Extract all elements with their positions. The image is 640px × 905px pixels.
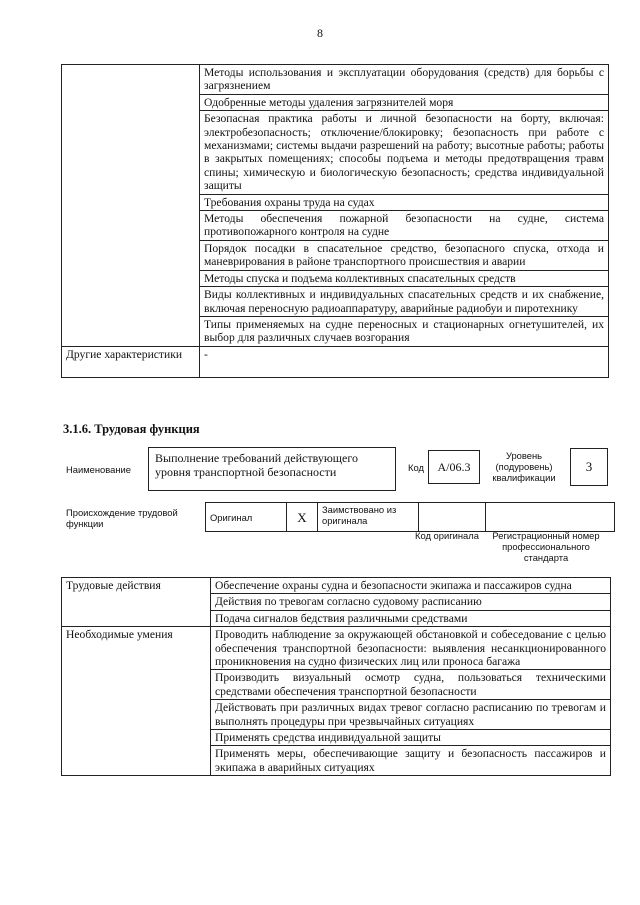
knowledge-item: Методы спуска и подъема коллективных спасательных средств — [200, 270, 609, 286]
knowledge-item: Требования охраны труда на судах — [200, 194, 609, 210]
origin-label: Происхождение трудовой функции — [66, 507, 178, 529]
knowledge-item: Безопасная практика работы и личной безопасности на борту, включая: электробезопасность; отключение/блокировку; безопасность при работе с механизмами; системы выдачи разрешений на работу; высотные работы; работы в закрытых помещениях; способы подъема и методы предотвращения травм спины; химическую и биологическую безопасность; средства индивидуальной защиты — [200, 111, 609, 194]
skill-item: Действовать при различных видах тревог согласно расписанию по тревогам и выполнять процедуры при чрезвычайных ситуациях — [211, 700, 611, 730]
knowledge-left-cell — [62, 65, 200, 347]
reg-number-caption: Регистрационный номер профессионального стандарта — [492, 530, 600, 563]
original-mark: X — [287, 503, 318, 532]
other-characteristics-label: Другие характеристики — [62, 346, 200, 377]
knowledge-item: Виды коллективных и индивидуальных спасательных средств и их снабжение, включая переносную радиоаппаратуру, аварийные радиобуи и пиротехнику — [200, 287, 609, 317]
code-original-cell — [419, 503, 486, 532]
code-label: Код — [408, 462, 424, 473]
skill-item: Применять меры, обеспечивающие защиту и безопасность пассажиров и экипажа в аварийных ситуациях — [211, 746, 611, 776]
section-title: 3.1.6. Трудовая функция — [63, 422, 200, 436]
skill-item: Производить визуальный осмотр судна, пользоваться техническими средствами обеспечения транспортной безопасности — [211, 670, 611, 700]
reg-number-cell — [486, 503, 615, 532]
labor-action-item: Действия по тревогам согласно судовому расписанию — [211, 594, 611, 610]
qualification-level: 3 — [570, 448, 608, 486]
page-number: 8 — [317, 26, 323, 40]
knowledge-item: Типы применяемых на судне переносных и стационарных огнетушителей, их выбор для различных случаев возгорания — [200, 316, 609, 346]
name-label: Наименование — [66, 464, 131, 475]
other-characteristics-value: - — [200, 346, 609, 377]
function-code: A/06.3 — [428, 450, 480, 484]
origin-table — [205, 502, 615, 532]
skill-item: Применять средства индивидуальной защиты — [211, 730, 611, 746]
skills-label: Необходимые умения — [62, 627, 211, 776]
function-details-table — [61, 577, 611, 776]
level-label: Уровень (подуровень) квалификации — [492, 450, 556, 483]
knowledge-item: Порядок посадки в спасательное средство, безопасного спуска, отхода и маневрирования в районе транспортного происшествия и аварии — [200, 240, 609, 270]
original-label: Оригинал — [206, 503, 287, 532]
borrowed-label: Заимствовано из оригинала — [318, 503, 419, 532]
skill-item: Проводить наблюдение за окружающей обстановкой и собеседование с целью обеспечения транспортной безопасности: выявления несанкционированного проникновения на судно физических лиц или проноса багажа — [211, 627, 611, 670]
labor-action-item: Подача сигналов бедствия различными средствами — [211, 610, 611, 626]
knowledge-item: Методы обеспечения пожарной безопасности на судне, система противопожарного контроля на судне — [200, 211, 609, 241]
function-name: Выполнение требований действующего уровня транспортной безопасности — [148, 447, 396, 491]
knowledge-item: Методы использования и эксплуатации оборудования (средств) для борьбы с загрязнением — [200, 65, 609, 95]
code-original-caption: Код оригинала — [415, 530, 479, 541]
knowledge-table — [61, 64, 609, 378]
labor-action-item: Обеспечение охраны судна и безопасности экипажа и пассажиров судна — [211, 578, 611, 594]
labor-actions-label: Трудовые действия — [62, 578, 211, 627]
knowledge-item: Одобренные методы удаления загрязнителей моря — [200, 94, 609, 110]
